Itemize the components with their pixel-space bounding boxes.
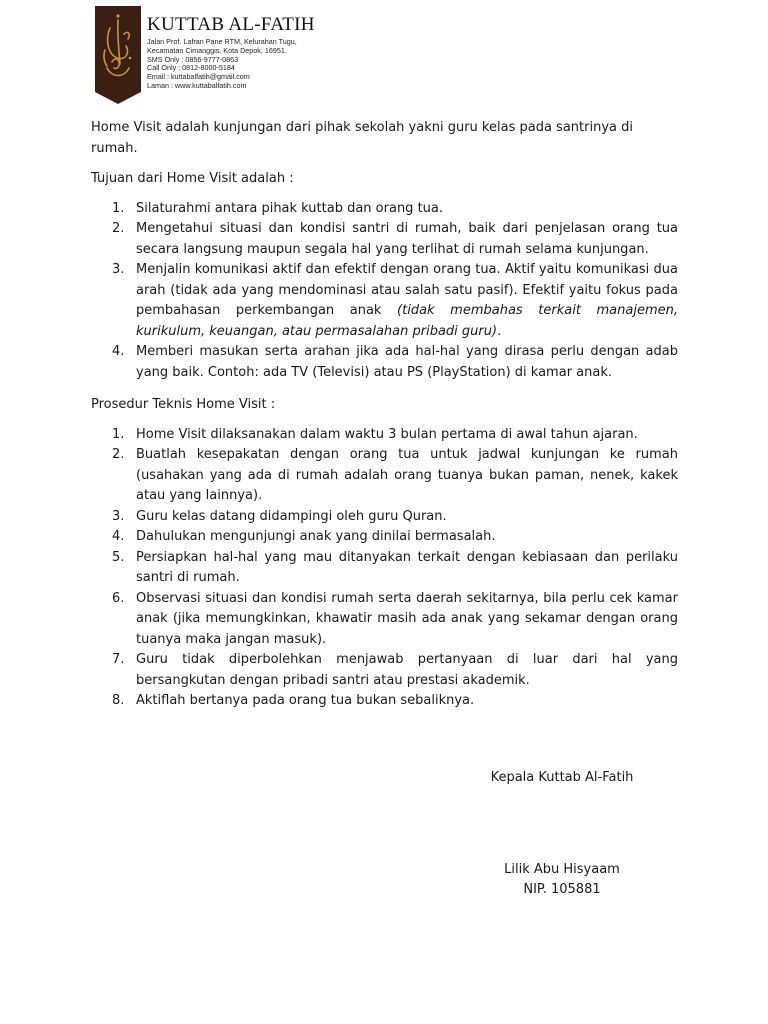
- list-number: 1.: [112, 426, 125, 442]
- list-item-text: Memberi masukan serta arahan jika ada hal-hal yang dirasa perlu dengan adab yang baik. Contoh: ada TV (Televisi) atau PS (PlayStation) di kamar anak.: [136, 344, 678, 380]
- org-info: [147, 14, 315, 91]
- document-body: [91, 118, 678, 724]
- list-item: [91, 199, 678, 220]
- intro-paragraph: Home Visit adalah kunjungan dari pihak sekolah yakni guru kelas pada santrinya di rumah.: [91, 120, 633, 156]
- list-number: 4.: [112, 529, 125, 544]
- list-item-text: Home Visit dilaksanakan dalam waktu 3 bulan pertama di awal tahun ajaran.: [136, 426, 638, 442]
- list-number: 2.: [112, 221, 125, 236]
- org-address-line: Kecamatan Cimanggis, Kota Depok, 16951.: [147, 45, 287, 55]
- list-item: [91, 445, 678, 507]
- list-number: 8.: [112, 693, 125, 708]
- letterhead: [95, 6, 425, 106]
- list-item: [91, 260, 678, 342]
- list-item-italic-note: (tidak membahas terkait manajemen, kurikulum, keuangan, atau permasalahan pribadi guru): [136, 303, 678, 339]
- list-number: 5.: [112, 549, 125, 565]
- list-item-text: Guru kelas datang didampingi oleh guru Quran.: [136, 508, 447, 524]
- list-item-text: Menjalin komunikasi aktif dan efektif dengan orang tua. Aktif yaitu komunikasi dua arah (tidak ada yang mendominasi atau salah satu pasif). Efektif yaitu fokus pada pembahasan perkembangan anak: [136, 262, 678, 318]
- procedure-list: [91, 425, 678, 712]
- list-number: 3.: [112, 262, 125, 277]
- procedure-heading: Prosedur Teknis Home Visit :: [91, 397, 276, 412]
- signer-nip: NIP. 105881: [523, 882, 601, 897]
- signature-title: Kepala Kuttab Al-Fatih: [490, 770, 634, 785]
- list-number: 1.: [112, 200, 125, 216]
- list-number: 6.: [112, 590, 125, 606]
- list-item-text: Mengetahui situasi dan kondisi santri di rumah, baik dari penjelasan orang tua secara langsung maupun segala hal yang terlihat di rumah selama kunjungan.: [136, 221, 678, 257]
- org-email-line: Email : kuttabalfatih@gmail.com: [147, 72, 250, 82]
- list-item: [91, 548, 678, 589]
- signer-name: Lilik Abu Hisyaam: [504, 862, 620, 877]
- list-item-text: Buatlah kesepakatan dengan orang tua untuk jadwal kunjungan ke rumah (usahakan yang ada di rumah adalah orang tuanya bukan paman, nenek, kakek atau yang lainnya).: [136, 447, 678, 503]
- list-item-text: Silaturahmi antara pihak kuttab dan orang tua.: [136, 200, 444, 216]
- list-item: [91, 527, 678, 548]
- list-item: [91, 650, 678, 691]
- list-item-text: Persiapkan hal-hal yang mau ditanyakan terkait dengan kebiasaan dan perilaku santri di rumah.: [136, 549, 678, 585]
- list-item: [91, 691, 678, 712]
- signature-block: [487, 860, 637, 900]
- org-call-line: Call Only : 0812-8000-5184: [147, 63, 235, 73]
- goals-heading: Tujuan dari Home Visit adalah :: [91, 171, 294, 186]
- org-sms-line: SMS Only : 0856-9777-0863: [147, 54, 239, 64]
- list-number: 2.: [112, 447, 125, 462]
- org-website-line: Laman : www.kuttabalfatih.com: [147, 80, 247, 90]
- list-item: [91, 342, 678, 383]
- list-item-text: Aktiflah bertanya pada orang tua bukan sebaliknya.: [136, 693, 475, 708]
- list-item-text: Guru tidak diperbolehkan menjawab pertanyaan di luar dari hal yang bersangkutan dengan pribadi santri atau prestasi akademik.: [136, 652, 678, 688]
- org-address-line: Jalan Prof. Lafran Pane RTM, Kelurahan Tugu,: [147, 37, 297, 46]
- org-name: KUTTAB AL-FATIH: [147, 14, 315, 35]
- list-number: 4.: [112, 344, 125, 359]
- kuttab-logo: [95, 6, 141, 104]
- goals-list: [91, 199, 678, 384]
- list-item: [91, 589, 678, 651]
- list-item: [91, 425, 678, 446]
- list-number: 3.: [112, 508, 125, 524]
- list-number: 7.: [112, 652, 125, 667]
- list-item: [91, 507, 678, 528]
- list-item-text: Observasi situasi dan kondisi rumah serta daerah sekitarnya, bila perlu cek kamar anak (jika memungkinkan, khawatir masih ada anak yang sekamar dengan orang tuanya maka jangan masuk).: [136, 590, 678, 647]
- list-item-text: Dahulukan mengunjungi anak yang dinilai bermasalah.: [136, 529, 496, 544]
- list-item-punctuation: .: [497, 323, 502, 339]
- list-item: [91, 219, 678, 260]
